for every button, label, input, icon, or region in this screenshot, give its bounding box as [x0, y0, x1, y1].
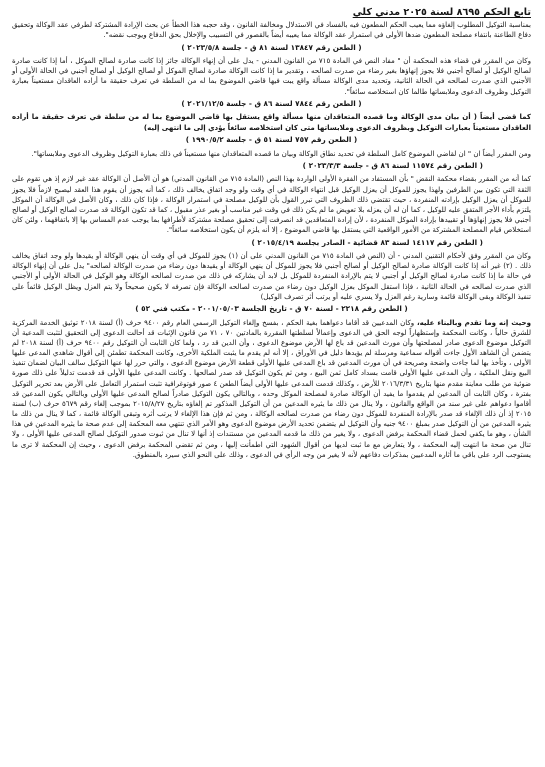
- paragraph-3: كما قضى أيضاً ( أن بيان مدى الوكالة وما قصده المتعاقدان منها مسألة واقع يستقل بها قاضي الموضوع بما له من سلطة في تعرف حقيقة ما أراده العاقدان مستعيناً بعبارات التوكيل وبظروف الدعوى وملابساتها متى كان استخلاصه سائغاً يؤدي إلى ما انتهى إليه): [12, 112, 531, 132]
- citation-2: ( الطعن رقم ٧٨٤٤ لسنة ٨٦ ق - جلسة ٢٠٢١/١٢/٥ ): [181, 99, 362, 109]
- paragraph-2: وكان من المقرر في قضاء هذه المحكمة أن " مفاد النص في المادة ٧١٥ من القانون المدني - يدل على أن إنهاء الوكالة جائز إذا كانت صادرة لصالح الموكل ، أما إذا كانت صادرة لصالح الوكيل أو لصالح أجنبي فلا يجوز إنهاؤها بغير رضاء من صدرت لصالحه ، وتقدير ما إذا كانت الوكالة صادرة لصالح الموكل أو لصالح الوكيل أو لصالح أجنبي في الحالة الأولى أو الأجنبي الذي صدرت لصالحه في الحالة الثانية، وتحديد مدى الوكالة مسألة واقع يبت فيها قاضي الموضوع بما له من السلطة في تعرف حقيقة ما أراده العاقدان مستعيناً بعبارة التوكيل وظروف الدعوى وملابساتها طالما كان استخلاصه سائغاً".: [12, 56, 531, 96]
- paragraph-7-lead: وحيث إنه وما تقدم وبالبناء عليه،: [416, 317, 531, 327]
- document-header: [12, 6, 531, 19]
- paragraph-5: كما أنه من المقرر بقضاء محكمة النقض " بأن المستفاد من الفقرة الأولى الواردة بهذا النص (المادة ٧١٥ من القانون المدني) هو أن الأصل أن الوكالة عقد غير لازم إذ هي تقوم على الثقة التي تكون بين الطرفين ولهذا يجوز للموكل أن يعزل الوكيل قبل انتهاء الوكالة في أي وقت ولو وجد اتفاق يخالف ذلك ، كما أنه يجوز أن يقوم هذا العقد ليصبح لازماً فلا يجوز للموكل أن يعزل الوكيل بإرادته المنفردة ، حيث تقتضي ذلك الظروف التي تبرر القول بأن للوكيل مصلحة في استمرار الوكالة ، فإذا كان ذلك ، وكان الأصل في الوكالة أن الموكل يلتزم بأداء الأجر المتفق عليه للوكيل ، كما أن له أن يعزله بلا تعويض ما لم يكن ذلك في وقت غير مناسب أو بغير عذر مقبول ، كما قد تكون الوكالة قد صدرت لصالح الوكيل أو لصالح أجنبي فلا يجوز إنهاؤها أو تقييدها بإرادة الموكل المنفردة ، لأن إرادة المتعاقدين قد انصرفت إلى تحقيق مصلحة مشتركة لأطرافها بما يوجب عدم المساس بها إلا باتفاقهما ، ولئن كان استخلاص قيام المصلحة المشتركة من الأمور الواقعية التي يستقل بها قاضي الموضوع ، إلا أنه يلزم أن يكون استخلاصه سائغاً".: [12, 174, 532, 235]
- citation-6: ( الطعن رقم ٢٢١٨ - لسنة ٧٠ ق - تاريخ الجلسة ٢٠٠١/٠٥/٠٣ - مكتب فني ٥٢ ): [135, 304, 408, 314]
- citation-3: ( الطعن رقم ٧٥٧ لسنة ٥١ ق - جلسة ١٩٩٠/٥/٢ ): [185, 135, 358, 145]
- citation-4: ( الطعن رقم ١١٥٧٤ لسنة ٨٦ ق - جلسة ٢٠٢٣/٣/٣ ): [302, 161, 483, 171]
- citation-1: ( الطعن رقم ١٣٨٤٧ لسنة ٨١ ق - جلسة ٢٠٢٣/٥/٨ ): [181, 42, 362, 52]
- paragraph-1: بمناسبة التوكيل المطلوب إلغاؤه مما يعيب الحكم المطعون فيه بالفساد في الاستدلال ومخالفة القانون ، وقد حجبه هذا الخطأ عن بحث الإرادة المشتركة لطرفي عقد الوكالة وتحقيق دفاع الطاعنة بانتفاء مصلحة المطعون ضدها الأولى في استمرار عقد الوكالة مما يعيبه أيضاً بالقصور في التسبيب والإخلال بحق الدفاع ويوجب نقضه".: [12, 20, 531, 40]
- paragraph-7-body: وكان المدعيين قد أقاما دعواهما بغية الحكم ، بفسخ وإلغاء التوكيل الرسمي العام رقم ٩٤٠٠ حرف (أ) لسنة ٢٠١٨ توثيق الخدمة المركزية للشرق حالياً ، وكانت المحكمة وإستظهاراً لوجه الحق في الدعوى وإعمالاً لسلطتها المقررة بالمادتين ٧٠ ، ٧١ من قانون الإثبات قد أحالت الدعوى إلى التحقيق لتثبت المدعية أن التوكيل موضوع الدعوى صادر لمصلحتها وأن مورث المدعين قد باع لها الأرض موضوع الدعوى ، وأن الدين قد رد ، ولما كان الثابت أن التوكيل رقم ٩٤٠٠ حرف (أ) لسنة ٢٠١٨ لم يتضمن أن الشاهد الأول جاءت أقواله سماعية ومرسلة لم يؤيدها دليل في الأوراق ، إلا أنه لم يقدم ما يثبت الملكية الأخرى، وكانت المحكمة تطمئن إلى أقوال شاهدي المدعى عليها الأولى ، وتأخذ بها لما جاءت واضحة وصريحة في أن مورث المدعين قد باع المدعى عليها الأولى قطعة الأرض موضوع الدعوى ، والتي حرر لها عنها التوكيل سالف البيان لضمان تنفيذ البيع ونقل الملكية ، وأن المدعى عليها الأولى قامت بسداد كامل ثمن البيع ، ومن ثم يكون التوكيل قد صدر لصالحها . وكانت المدعى عليها الأولى قد قدمت تدليلاً على ذلك صورة ضوئية من طلب معاينة مقدم منها بتاريخ ٢٠١٦/٣/٣١ للأرض ، وكذلك قدمت المدعى عليها الأولى أيضاً الطعن ٤ صور فوتوغرافية تثبت استمرار التعامل على الأرض بعد تحرير التوكيل بفترة ، وكان الثابت أن المدعين لم يقدموا ما يفيد أن الوكالة صادرة لمصلحة الموكل وحده ، وبالتالي يكون التوكيل صادراً لصالح المدعى عليها الأولى وبالتالي يكون المدعين قد أقاموا دعواهم على غير سند من الواقع والقانون ، ولا ينال من ذلك ما يثيره المدعين من أن التوكيل المذكور تم إلغاؤه بتاريخ ٢٠١٥/٨/٢٧ بموجب إلغاء رقم ٥٦٧٩ حرف (ب) لسنة ٢٠١٥ إذ أن ذلك الإلغاء قد صدر بالإرادة المنفردة للموكل دون رضاء من صدرت لصالحه الوكالة ، ومن ثم فإن هذا الإلغاء لا يرتب أثره وتبقى الوكالة قائمة ، كما لا ينال من ذلك ما يثيره المدعين من أن التوكيل صدر بمبلغ ٩٤٠٠ جنيه وأن التوكيل لم يتضمن تحديد الأرض موضوع الدعوى وهو الأمر الذي تنتهي معه المحكمة إلى عدم صحة ما يثيره المدعين في هذا الشأن ، وهو ما يكفي لحمل قضاء المحكمة برفض الدعوى ، ولا يغير من ذلك ما قدمه المدعين من مستندات إذ أنها لا تنال من ثبوت صدور التوكيل لصالح المدعى عليها الأولى ، ولا تنال من صحة ما انتهت إليه المحكمة ، ولا يتعارض مع ما ثبت لديها من أقوال الشهود التي اطمأنت إليها ، ومن ثم تقضي المحكمة برفض الدعوى ، وحيث إن المحكمة لا ترى ما يستوجب الرد على باقي ما أثاره المدعيين بمذكرات دفاعهم لأنه لا يغير من وجه الرأي في الدعوى ، وذلك على النحو الذي سيرد بالمنطوق.: [12, 317, 532, 459]
- paragraph-7: [12, 318, 531, 460]
- paragraph-4: ومن المقرر أيضاً ان " ان لقاضي الموضوع كامل السلطة في تحديد نطاق الوكالة وبيان ما قصده المتعاقدان منها مستعيناً في ذلك بعبارة التوكيل وظروف الدعوى وملابساتها".: [31, 148, 531, 158]
- judgment-title: تابع الحكم ٨٦٩٥ لسنة ٢٠٢٥ مدني كلي: [352, 7, 531, 18]
- paragraph-6: وكان من المقرر وفق لأحكام التقنين المدني - أن (النص في المادة ٧١٥ من القانون المدني على أن (١) يجوز للموكل في أي وقت أن ينهي الوكالة أو يقيدها ولو وجد اتفاق يخالف ذلك . (٢) غير أنه إذا كانت الوكالة صادرة لصالح الوكيل أو لصالح أجنبي فلا يجوز للموكل أن ينهي الوكالة أو يقيدها دون رضاء من صدرت الوكالة لصالحه" يدل على أن إنهاء الوكالة في حالة ما إذا كانت صادرة لصالح الوكيل أو أجنبي لا يتم بالإرادة المنفردة للموكل بل لابد أن يشاركه في ذلك من صدرت لصالحه الوكالة وهو الوكيل في الحالة الأولى أو الأجنبي الذي صدرت لصالحه في الحالة الثانية ، فإذا استقل الموكل بعزل الوكيل دون رضاء من صدرت لصالحه الوكالة فإن تصرفه لا يكون صحيحاً ولا يتم العزل ويظل الوكيل قائماً على تنفيذ الوكالة وبقى الوكالة قائمة وسارية رغم العزل ولا يسري عليه أو يرتب أثر تصرف الوكيل): [12, 251, 531, 301]
- citation-5: ( الطعن رقم ١٤١١٧ لسنة ٨٣ قضائية - الصادر بجلسة ٢٠١٥/٤/١٩ ): [251, 237, 483, 247]
